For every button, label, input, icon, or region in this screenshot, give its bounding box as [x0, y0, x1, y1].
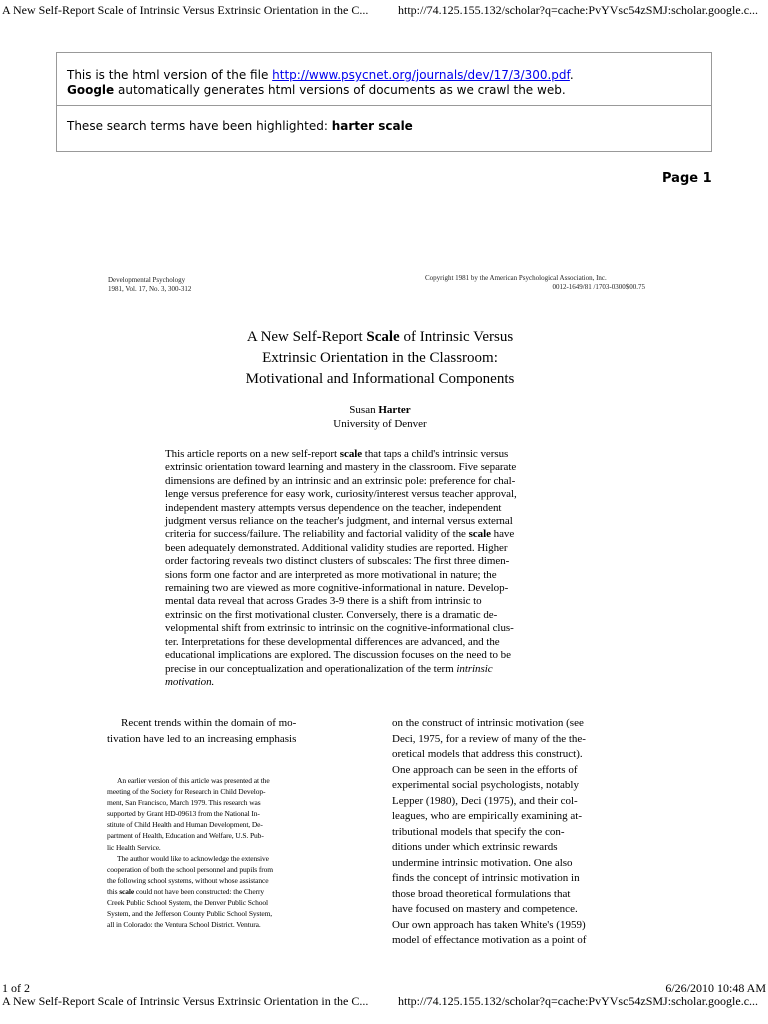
abstract-text: criteria for success/failure. The reliability and factorial validity of the — [165, 528, 469, 541]
author-block — [240, 403, 520, 431]
footnote-line: all in Colorado: the Ventura School District. Ventura. — [107, 920, 261, 930]
body-line: Lepper (1980), Deci (1975), and their col- — [392, 794, 578, 807]
highlight-prefix: These search terms have been highlighted: — [67, 119, 332, 133]
article-title — [140, 327, 620, 390]
body-line: Deci, 1975, for a review of many of the the- — [392, 732, 586, 745]
abstract-text: have — [490, 528, 515, 541]
body-line: ditions under which extrinsic rewards — [392, 841, 558, 853]
body-line: One approach can be seen in the efforts of — [392, 763, 578, 776]
highlight-row — [57, 106, 711, 151]
journal-volume: 1981, Vol. 17, No. 3, 300-312 — [108, 285, 192, 293]
right-column-body — [392, 716, 652, 949]
body-line: Our own approach has taken White's (1959) — [392, 918, 586, 931]
title-line-3: Motivational and Informational Components — [245, 371, 515, 387]
title-line-2: Extrinsic Orientation in the Classroom: — [262, 350, 498, 366]
abstract-line: sions form one factor and are interpreted as more motivational in nature; the — [165, 568, 497, 581]
abstract-line: mental data reveal that across Grades 3-9 there is a shift from intrinsic to — [165, 595, 482, 608]
abstract — [165, 448, 595, 689]
abstract-line: remaining two are viewed as more cognitive-informational in nature. Develop- — [165, 582, 509, 595]
body-line: leagues, who are empirically examining at- — [392, 810, 582, 822]
footnote-text: could not have been constructed: the Cherry — [134, 886, 265, 896]
author-affiliation: University of Denver — [333, 418, 427, 430]
page-label: Page 1 — [662, 171, 712, 186]
footnote-line: cooperation of both the school personnel and pupils from — [107, 864, 274, 874]
abstract-line — [165, 663, 595, 676]
journal-name: Developmental Psychology — [108, 276, 186, 284]
notice-line2: automatically generates html versions of documents as we crawl the web. — [114, 83, 566, 97]
highlight-text — [67, 119, 413, 133]
footnote-line: the following school systems, without whose assistance — [107, 875, 269, 885]
google-label: Google — [67, 83, 115, 97]
abstract-line — [165, 448, 595, 461]
footnote-line: supported by Grant HD-09613 from the National In- — [107, 809, 260, 819]
notice-prefix: This is the html version of the file — [67, 68, 273, 82]
print-header-title: A New Self-Report Scale of Intrinsic Versus Extrinsic Orientation in the C... — [2, 3, 369, 17]
abstract-text: precise in our conceptualization and operationalization of the term — [165, 662, 457, 675]
body-line: undermine intrinsic motivation. One also — [392, 856, 573, 869]
author-first: Susan — [349, 404, 379, 416]
body-line: oretical models that address this construct). — [392, 748, 583, 760]
print-footer-time: 6/26/2010 10:48 AM — [665, 981, 766, 995]
abstract-line: been adequately demonstrated. Additional validity studies are reported. Higher — [165, 541, 508, 554]
footnote-line: stitute of Child Health and Human Development, De- — [107, 820, 263, 830]
body-line: experimental social psychologists, notably — [392, 779, 579, 791]
abstract-line: educational implications are explored. The discussion focuses on the need to be — [165, 649, 511, 662]
abstract-term: scale — [339, 448, 363, 460]
footnote — [107, 775, 347, 930]
footnote-line: The author would like to acknowledge the extensive — [117, 853, 269, 863]
footnote-line: Creek Public School System, the Denver Public School — [107, 898, 269, 908]
footnote-line: meeting of the Society for Research in Child Develop- — [107, 787, 266, 797]
cache-notice-box — [56, 52, 712, 152]
footnote-line: ment, San Francisco, March 1979. This research was — [107, 798, 261, 808]
journal-info-left — [108, 276, 191, 294]
abstract-line: dimensions are defined by an intrinsic and an extrinsic pole: preference for chal- — [165, 474, 516, 487]
author-last: Harter — [378, 404, 411, 416]
journal-copyright: Copyright 1981 by the American Psychological Association, Inc. — [425, 274, 607, 282]
title-part: of Intrinsic Versus — [399, 329, 514, 345]
abstract-term-italic: intrinsic — [456, 662, 493, 675]
abstract-line: ter. Interpretations for these developmental differences are advanced, and the — [165, 635, 500, 648]
abstract-text: that taps a child's intrinsic versus — [362, 448, 509, 460]
abstract-line: extrinsic orientation toward learning and mastery in the classroom. Five separate — [165, 461, 517, 474]
abstract-line: independent mastery attempts versus dependence on the teacher, independent — [165, 501, 502, 514]
cache-notice-row — [57, 53, 711, 106]
body-line: Recent trends within the domain of mo- — [121, 717, 297, 729]
body-line: model of effectance motivation as a point of — [392, 934, 587, 946]
title-part: A New Self-Report — [246, 329, 367, 345]
body-line: finds the concept of intrinsic motivation in — [392, 872, 580, 884]
abstract-line: extrinsic on the first motivational cluster. Conversely, there is a dramatic de- — [165, 608, 498, 621]
highlight-terms: harter scale — [331, 119, 413, 133]
body-line: those broad theoretical formulations that — [392, 887, 571, 900]
abstract-text: This article reports on a new self-report — [165, 448, 340, 460]
title-line-1 — [140, 327, 620, 348]
body-line: on the construct of intrinsic motivation (see — [392, 717, 584, 729]
footnote-term: scale — [119, 886, 135, 896]
footnote-text: this — [107, 886, 120, 896]
footnote-line: partment of Health, Education and Welfare, U.S. Pub- — [107, 831, 264, 841]
abstract-line — [165, 528, 595, 541]
body-line: tivation have led to an increasing emphasis — [107, 732, 297, 745]
footnote-line: System, and the Jefferson County Public School System, — [107, 909, 273, 919]
footnote-line: An earlier version of this article was presented at the — [117, 776, 270, 785]
footnote-line — [107, 886, 347, 897]
notice-suffix: . — [569, 68, 574, 82]
print-header-url: http://74.125.155.132/scholar?q=cache:PvYVsc54zSMJ:scholar.google.c... — [398, 3, 759, 17]
body-line: tributional models that specify the con- — [392, 825, 565, 838]
cache-notice-text — [67, 68, 574, 98]
print-footer-page: 1 of 2 — [2, 981, 30, 995]
abstract-line: motivation. — [165, 675, 215, 688]
left-column-body — [107, 716, 347, 747]
abstract-line: judgment versus reliance on the teacher's judgment, and internal versus external — [165, 515, 513, 528]
body-line: have focused on mastery and competence. — [392, 903, 578, 915]
abstract-line: velopmental shift from extrinsic to intrinsic on the cognitive-informational clus- — [165, 622, 514, 635]
abstract-line: lenge versus preference for easy work, curiosity/interest versus teacher approval, — [165, 488, 517, 501]
pdf-link[interactable]: http://www.psycnet.org/journals/dev/17/3/300.pdf — [272, 68, 570, 82]
journal-issn: 0012-1649/81 /1703-0300$00.75 — [552, 283, 645, 291]
print-footer-url: http://74.125.155.132/scholar?q=cache:PvYVsc54zSMJ:scholar.google.c... — [398, 994, 759, 1008]
journal-info-right — [425, 274, 645, 292]
author-name — [240, 403, 520, 417]
footnote-line: lic Health Service. — [107, 842, 161, 852]
abstract-term: scale — [468, 528, 491, 541]
title-term: Scale — [366, 329, 400, 345]
print-footer-title: A New Self-Report Scale of Intrinsic Versus Extrinsic Orientation in the C... — [2, 994, 369, 1008]
abstract-line: order factoring reveals two distinct clusters of subscales: The first three dimen- — [165, 555, 510, 568]
